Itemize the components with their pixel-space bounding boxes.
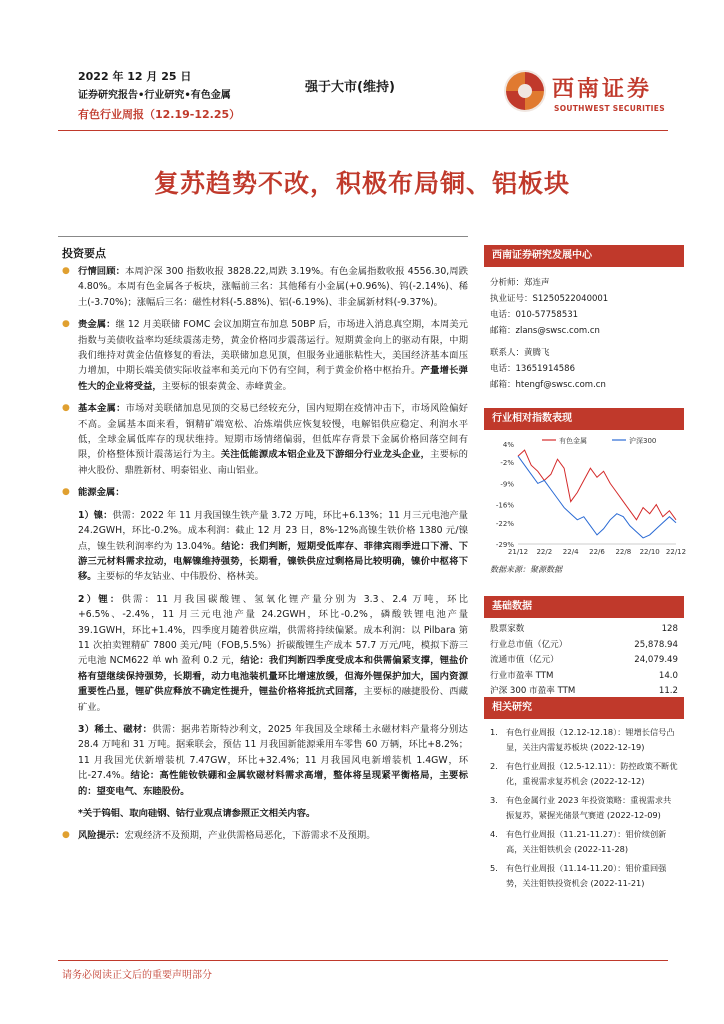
lithium-lead: 2）锂： (78, 593, 122, 605)
basic-row (484, 653, 684, 669)
series-line-1 (518, 456, 676, 538)
analyst-mail[interactable]: 邮箱：zlans@swsc.com.cn (490, 326, 600, 336)
market-review-text: 本周沪深 300 指数收报 3828.22,周跌 3.19%。有色金属指数收报 4556.30,周跌 4.80%。本周有色金属各子板块，涨幅前三名：其他稀有小金属(+0.96%)、钨(-2.14%)、稀土(-3.70%)；涨幅后三名：磁性材料(-5.88%)、铝(-6.19%)、非金属新材料(-9.37%)。 (78, 266, 468, 308)
nickel-tail: 主要标的华友钴业、中伟股份、格林美。 (96, 571, 264, 583)
related-num: 3. (490, 795, 498, 805)
x-tick-label: 22/6 (589, 548, 605, 556)
legend-label: 有色金属 (559, 437, 587, 445)
rare-earth-para (62, 722, 468, 799)
related-item[interactable] (484, 793, 684, 823)
basic-key: 流通市值（亿元） (490, 655, 559, 665)
report-date: 2022 年 12 月 25 日 (78, 70, 192, 83)
basic-value: 24,079.49 (634, 655, 678, 665)
nickel-bold: 结论：我们判断，短期受低库存、菲律宾雨季进口下滑、下游三元材料需求拉动，电解镍维持强势，长期看，镍铁供应过剩格局比较明确，镍价中枢将下移。 (78, 540, 468, 583)
market-review (62, 264, 468, 310)
basic-key: 股票家数 (490, 624, 525, 634)
section-title: 投资要点 (62, 247, 106, 260)
x-tick-label: 22/4 (562, 548, 579, 556)
x-tick-label: 22/12 (665, 548, 687, 556)
precious-text: 继 12 月美联储 FOMC 会议加期宣布加息 50BP 后，市场进入消息真空期，本周美元指数与美债收益率均延续震荡走势，黄金价格同步震荡运行。短期黄金向上的驱动有限，中期我们维持对黄金估值修复的看法，美联储加息见顶，但服务业通胀粘性大，美国经济基本面压力增加，中期长端美债实际收益率和美元向下仍有空间，利于黄金价格中枢抬升。 (78, 319, 468, 377)
logo-text-cn: 西南证券 (552, 76, 653, 102)
basic-value: 11.2 (658, 686, 678, 696)
risk-lead: 风险提示： (78, 830, 125, 842)
weekly-title: 有色行业周报（12.19-12.25） (78, 108, 241, 121)
precious-tail: 主要标的银泰黄金、赤峰黄金。 (161, 380, 292, 392)
nickel-text: 供需：2022 年 11 月我国镍生铁产量 3.72 万吨，环比+6.13%；11 月三元电池产量 24.2GWH，环比-0.2%。成本利润：截止 12 月 23 日，8%-12%高镍生铁价格 1380 元/镍点，镍生铁利润率约为 13.04%。 (78, 509, 468, 552)
header-divider (58, 130, 668, 131)
y-tick-label: -22% (495, 519, 514, 528)
rating: 强于大市(维持) (305, 80, 395, 95)
analyst-cert: 执业证号：S1250522040001 (490, 294, 609, 304)
rare-earth-text: 供需：据弗若斯特沙利文，2025 年我国及全球稀土永磁材料产量将分别达 28.4 万吨和 31 万吨。据乘联会，预估 11 月我国新能源乘用车零售 60 万辆，环比+8.2%；11 月我国光伏新增装机 7.47GW，环比+32.4%；11 月我国风电新增装机 1.4GW，环比-27.4%。 (78, 723, 468, 782)
analyst-tel: 电话：010-57758531 (490, 310, 579, 320)
analyst-name: 分析师：郑连声 (490, 278, 550, 288)
report-type: 证券研究报告•行业研究•有色金属 (78, 90, 231, 101)
precious-metals (62, 317, 468, 394)
lithium-tail: 主要标的融捷股份、西藏矿业。 (78, 686, 468, 713)
rare-earth-lead: 3）稀土、磁材： (78, 723, 153, 735)
base-metals (62, 401, 468, 478)
base-tail: 主要标的神火股份、鼎胜新材、明泰铝业、南山铝业。 (78, 449, 468, 476)
chart-box (484, 408, 687, 575)
note: *关于钨钼、取向硅钢、钴行业观点请参照正文相关内容。 (78, 808, 316, 819)
base-lead: 基本金属： (78, 403, 126, 415)
basic-row (484, 638, 684, 654)
x-tick-label: 21/12 (507, 548, 529, 556)
energy-lead: 能源金属： (78, 487, 125, 499)
related-item[interactable] (484, 759, 684, 789)
lithium-para (62, 592, 468, 715)
basic-key: 沪深 300 市盈率 TTM (490, 686, 576, 696)
rare-earth-bold: 结论：高性能钕铁硼和金属软磁材料需求高增，整体将呈现紧平衡格局，主要标的：望变电气、东睦股份。 (78, 770, 468, 797)
contact-tel: 电话：13651914586 (490, 364, 575, 374)
nickel-lead: 1）镍： (78, 509, 113, 521)
lithium-bold: 结论：我们判断四季度受成本和供需偏紧支撑，锂盐价格有望继续保持强势，长期看，动力电池装机量环比增速放缓，但海外锂保护加大，国内资源重要性凸显，锂矿供应释放不确定性提升，锂盐价格将抵抗式回落， (78, 655, 468, 698)
related-box (484, 697, 684, 895)
related-text: 有色行业周报（11.14-11.20）：钼价重回强势，关注钼铁投资机会 (2022-11-21) (506, 863, 667, 888)
risk-text: 宏观经济不及预期，产业供需格局恶化，下游需求不及预期。 (124, 830, 376, 842)
page-title: 复苏趋势不改，积极布局铜、铝板块 (153, 169, 570, 198)
related-list (484, 719, 684, 891)
related-text: 有色行业周报（11.21-11.27）：钼价续创新高，关注钼铁机会 (2022-11-28) (506, 829, 667, 854)
y-tick-label: -2% (500, 459, 514, 468)
base-bold: 关注低能源成本铝企业及下游细分行业龙头企业， (220, 449, 431, 461)
related-text: 有色行业周报（12.5-12.11）：防控政策不断优化，重视需求复苏机会 (2022-12-12) (506, 761, 678, 786)
nickel-para (62, 508, 468, 585)
chart-source: 数据来源：聚源数据 (490, 565, 562, 574)
related-num: 5. (490, 863, 498, 873)
basic-row (484, 669, 684, 685)
related-item[interactable] (484, 827, 684, 857)
chart-title: 行业相对指数表现 (484, 408, 684, 430)
related-item[interactable] (484, 861, 684, 891)
basic-data-box (484, 596, 684, 700)
basic-value: 25,878.94 (634, 639, 678, 650)
footer-divider (58, 960, 668, 961)
market-review-lead: 行情回顾： (78, 266, 126, 277)
contact-name: 联系人：黄腾飞 (490, 348, 550, 358)
y-tick-label: -29% (495, 541, 514, 549)
precious-lead: 贵金属： (78, 319, 116, 331)
x-tick-label: 22/10 (639, 548, 660, 556)
y-tick-label: 4% (502, 441, 514, 449)
risk-warning (62, 828, 468, 843)
footer-disclaimer[interactable]: 请务必阅读正文后的重要声明部分 (62, 970, 212, 981)
logo-icon (502, 68, 548, 114)
company-logo (500, 64, 680, 124)
basic-list (484, 618, 684, 700)
basic-value: 14.0 (658, 670, 678, 681)
related-num: 2. (490, 761, 498, 771)
series-line-0 (518, 450, 676, 520)
base-text: 市场对美联储加息见顶的交易已经较充分，国内短期在疫情冲击下，市场风险偏好不高。金属基本面来看，铜精矿端宽松、冶炼端供应恢复较慢，电解铝供应稳定、利润水平低，全球金属低库存的现状维持。短期市场情绪偏弱，但低库存背景下金属价格回落空间有限，价格整体预计震荡运行为主。 (78, 403, 468, 461)
section-divider (58, 236, 468, 237)
related-num: 1. (490, 727, 498, 737)
legend-label: 沪深300 (629, 437, 657, 445)
precious-bold: 产量增长弹性大的企业将受益， (78, 365, 468, 392)
related-text: 有色行业周报（12.12-12.18）：锂增长信号凸显，关注内需复苏板块 (2022-12-19) (506, 727, 675, 752)
contact-mail[interactable]: 邮箱：htengf@swsc.com.cn (490, 380, 606, 390)
related-num: 4. (490, 829, 498, 839)
basic-title: 基础数据 (484, 596, 684, 618)
y-tick-label: -16% (495, 501, 514, 510)
lithium-text: 供需：11 月我国碳酸锂、氢氧化锂产量分别为 3.3、2.4 万吨，环比+6.5%、-2.4%，11 月三元电池产量 24.2GWH，环比-0.2%，磷酸铁锂电池产量 39.1GWH，环比+1.4%，四季度月随着供应端，供需将持续偏紧。成本利润：以 Pilbara 第 11 次拍卖锂精矿 7800 美元/吨（FOB,5.5%）折碳酸锂生产成本 57.7 万元/吨，模拟下游三元电池 NCM622 单 wh 盈利 0.2 元， (78, 593, 468, 667)
basic-key: 行业市盈率 TTM (490, 670, 554, 681)
main-content (62, 264, 468, 851)
related-title: 相关研究 (484, 697, 684, 719)
index-chart (484, 432, 687, 562)
energy-metals (62, 485, 468, 500)
logo-text-en: SOUTHWEST SECURITIES (554, 104, 665, 113)
analyst-box (484, 245, 684, 395)
related-item[interactable] (484, 725, 684, 755)
basic-key: 行业总市值（亿元） (490, 639, 568, 650)
x-tick-label: 22/2 (536, 548, 553, 556)
basic-row (484, 622, 684, 638)
related-text: 有色金属行业 2023 年投资策略：重视需求共振复苏，紧握光储景气赛道 (2022-12-09) (506, 795, 672, 820)
x-tick-label: 22/8 (615, 548, 632, 556)
y-tick-label: -9% (500, 480, 514, 489)
center-title: 西南证券研究发展中心 (484, 245, 684, 267)
basic-value: 128 (661, 624, 678, 634)
